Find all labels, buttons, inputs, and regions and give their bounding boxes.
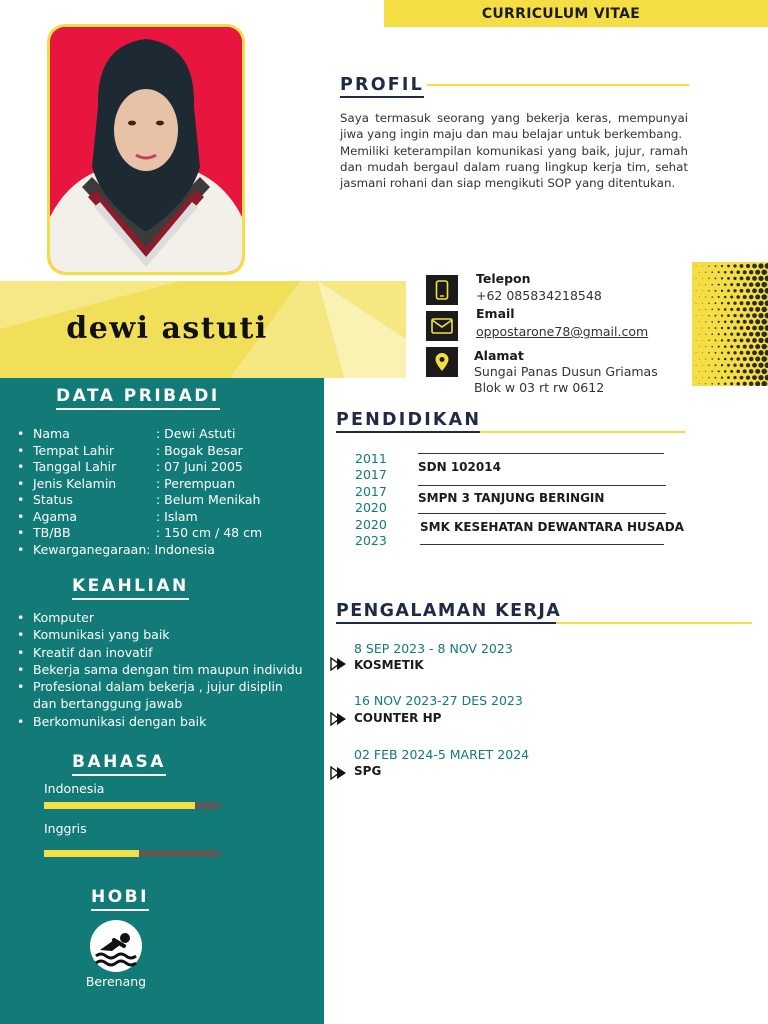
- section-heading-data-pribadi: DATA PRIBADI: [56, 386, 220, 406]
- list-item: • TB/BB : 150 cm / 48 cm: [17, 525, 263, 540]
- list-item: • Nama : Dewi Astuti: [17, 426, 236, 441]
- divider: [418, 453, 664, 454]
- language-level-fill: [44, 802, 195, 809]
- email-label: Email: [476, 306, 515, 321]
- section-heading-profil: PROFIL: [340, 75, 424, 95]
- heading-accent-line: [427, 84, 689, 86]
- list-item: • Komputer: [17, 610, 94, 625]
- arrow-right-icon: [330, 712, 348, 726]
- language-level-fill: [44, 850, 139, 857]
- phone-icon: [426, 275, 458, 305]
- address-label: Alamat: [474, 348, 524, 363]
- language-label: Indonesia: [44, 781, 105, 796]
- location-pin-icon: [426, 347, 458, 377]
- list-item: • Kewarganegaraan : Indonesia: [17, 541, 215, 557]
- education-school: SMPN 3 TANJUNG BERINGIN: [418, 491, 605, 505]
- swimming-icon: [90, 920, 142, 972]
- language-level-bar: [44, 850, 220, 857]
- divider: [418, 485, 666, 486]
- arrow-right-icon: [330, 766, 348, 780]
- language-level-bar: [44, 802, 220, 809]
- phone-label: Telepon: [476, 271, 531, 286]
- address-line: Blok w 03 rt rw 0612: [474, 380, 605, 395]
- section-heading-pengalaman-kerja: PENGALAMAN KERJA: [336, 601, 561, 621]
- divider: [418, 513, 666, 514]
- skills-list: [17, 609, 303, 730]
- heading-accent-line: [556, 622, 752, 624]
- list-item: • Jenis Kelamin : Perempuan: [17, 475, 236, 491]
- section-heading-bahasa: BAHASA: [72, 752, 166, 772]
- name-banner: [0, 281, 406, 378]
- person-portrait: [50, 27, 242, 272]
- halftone-decoration: [692, 262, 768, 386]
- phone-value: +62 085834218548: [476, 288, 602, 303]
- profile-photo: [47, 24, 245, 275]
- email-link[interactable]: oppostarone78@gmail.com: [476, 324, 649, 339]
- arrow-right-icon: [330, 657, 348, 671]
- experience-date: 02 FEB 2024-5 MARET 2024: [354, 747, 530, 762]
- education-years: 2020 2023: [355, 517, 387, 548]
- list-item: dan bertanggung jawab: [33, 696, 183, 712]
- education-school: SDN 102014: [418, 460, 501, 474]
- cv-title-banner: CURRICULUM VITAE: [384, 0, 768, 27]
- experience-date: 16 NOV 2023-27 DES 2023: [354, 693, 523, 708]
- full-name: dewi astuti: [66, 311, 268, 346]
- section-heading-pendidikan: PENDIDIKAN: [336, 410, 481, 430]
- list-item: • Kreatif dan inovatif: [17, 644, 153, 660]
- experience-role: KOSMETIK: [354, 658, 424, 672]
- divider: [420, 544, 664, 545]
- section-heading-hobi: HOBI: [91, 887, 149, 907]
- list-item: • Komunikasi yang baik: [17, 627, 170, 643]
- list-item: • Status : Belum Menikah: [17, 492, 261, 507]
- left-sidebar: [0, 378, 324, 1024]
- experience-role: COUNTER HP: [354, 711, 442, 725]
- address-line: Sungai Panas Dusun Griamas: [474, 364, 658, 379]
- profile-summary: [340, 110, 688, 191]
- list-item: • Tanggal Lahir : 07 Juni 2005: [17, 459, 243, 474]
- language-label: Inggris: [44, 821, 87, 836]
- experience-date: 8 SEP 2023 - 8 NOV 2023: [354, 641, 513, 656]
- list-item: • Bekerja sama dengan tim maupun individu: [17, 661, 303, 677]
- education-years: 2011 2017: [355, 451, 387, 482]
- profile-paragraph: Memiliki keterampilan komunikasi yang baik, jujur, ramah dan mudah bergaul dalam ruang lingkup kerja tim, sehat jasmani rohani dan siap mengikuti SOP yang ditentukan.: [340, 143, 688, 191]
- email-icon: [426, 311, 458, 341]
- hobby-label: Berenang: [85, 974, 147, 989]
- list-item: • Agama : Islam: [17, 508, 198, 524]
- experience-role: SPG: [354, 764, 382, 778]
- list-item: • Tempat Lahir : Bogak Besar: [17, 442, 243, 458]
- personal-data-list: [17, 426, 262, 558]
- list-item: • Profesional dalam bekerja , jujur disiplin: [17, 679, 283, 695]
- heading-accent-line: [480, 431, 685, 433]
- education-years: 2017 2020: [355, 484, 387, 515]
- list-item: • Berkomunikasi dengan baik: [17, 713, 207, 729]
- section-heading-keahlian: KEAHLIAN: [72, 576, 189, 596]
- profile-paragraph: Saya termasuk seorang yang bekerja keras, mempunyai jiwa yang ingin maju dan mau belajar untuk berkembang.: [340, 111, 688, 142]
- education-school: SMK KESEHATAN DEWANTARA HUSADA: [420, 520, 684, 534]
